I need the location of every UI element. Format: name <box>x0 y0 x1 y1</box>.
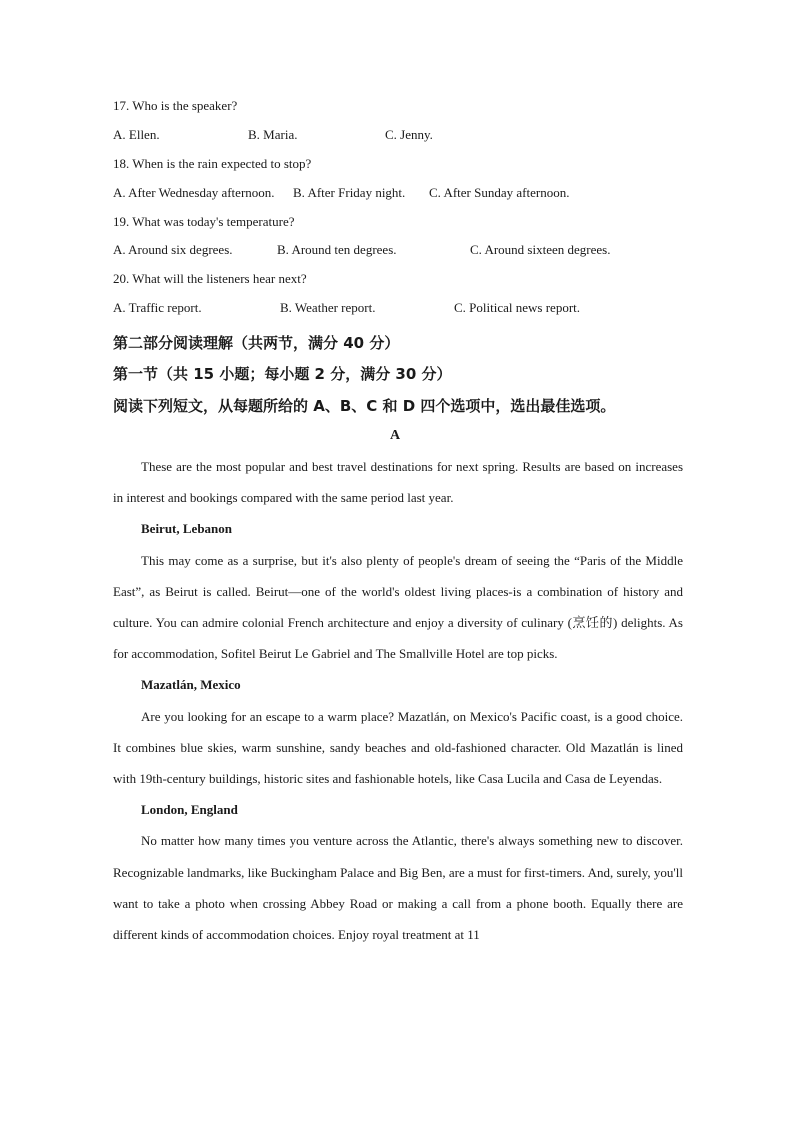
question-20: 20. What will the listeners hear next? <box>113 271 307 286</box>
question-18: 18. When is the rain expected to stop? <box>113 156 312 171</box>
q19-option-b: B. Around ten degrees. <box>277 242 397 257</box>
question-17: 17. Who is the speaker? <box>113 98 238 113</box>
q19-option-c: C. Around sixteen degrees. <box>470 242 611 257</box>
passage-label: A <box>390 428 401 443</box>
q20-option-a: A. Traffic report. <box>113 300 202 315</box>
passage-body <box>113 451 683 950</box>
q18-option-a: A. After Wednesday afternoon. <box>113 185 275 200</box>
place-heading: Beirut, Lebanon <box>141 521 233 537</box>
q18-option-b: B. After Friday night. <box>293 185 406 200</box>
section-title: 第一节（共 15 小题；每小题 2 分，满分 30 分） <box>113 365 452 383</box>
q20-option-c: C. Political news report. <box>454 300 581 315</box>
q18-option-c: C. After Sunday afternoon. <box>429 185 570 200</box>
place-paragraph: No matter how many times you venture across the Atlantic, there's always something new to discover. Recognizable landmarks, like Buckingham Palace and Big Ben, are a must for first-timers. And, surely, you'll want to take a photo when crossing Abbey Road or making a call from a phone booth. Equally there are different kinds of accommodation choices. Enjoy royal treatment at 11 <box>113 833 683 943</box>
q19-option-a: A. Around six degrees. <box>113 242 233 257</box>
question-19: 19. What was today's temperature? <box>113 214 295 229</box>
part-title: 第二部分阅读理解（共两节，满分 40 分） <box>113 334 400 352</box>
q17-option-a: A. Ellen. <box>113 127 160 142</box>
place-heading: London, England <box>141 802 238 818</box>
place-paragraph: Are you looking for an escape to a warm place? Mazatlán, on Mexico's Pacific coast, is a good choice. It combines blue skies, warm sunshine, sandy beaches and old-fashioned character. Old Mazatlán is lined with 19th-century buildings, historic sites and fashionable hotels, like Casa Lucila and Casa de Leyendas. <box>113 708 683 787</box>
place-paragraph: This may come as a surprise, but it's also plenty of people's dream of seeing the “Paris of the Middle East”, as Beirut is called. Beirut—one of the world's oldest living places-is a combination of history and culture. You can admire colonial French architecture and enjoy a diversity of culinary (烹饪的) delights. As for accommodation, Sofitel Beirut Le Gabriel and The Smallville Hotel are top picks. <box>113 552 683 662</box>
q20-option-b: B. Weather report. <box>280 300 376 315</box>
place-heading: Mazatlán, Mexico <box>141 677 241 693</box>
q17-option-b: B. Maria. <box>248 127 298 142</box>
instruction: 阅读下列短文，从每题所给的 A、B、C 和 D 四个选项中，选出最佳选项。 <box>113 397 616 415</box>
q17-option-c: C. Jenny. <box>385 127 433 142</box>
intro-paragraph: These are the most popular and best travel destinations for next spring. Results are based on increases in interest and bookings compared with the same period last year. <box>113 459 683 506</box>
